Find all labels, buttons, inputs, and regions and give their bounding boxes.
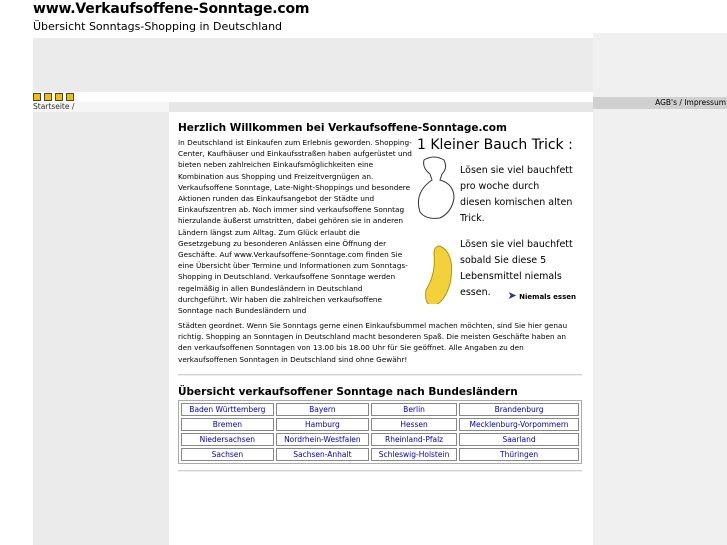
site-subtitle: Übersicht Sonntags-Shopping in Deutschland (33, 20, 283, 33)
decorative-squares (33, 93, 74, 101)
table-row (181, 448, 579, 461)
header-banner-area (33, 38, 593, 92)
table-row (181, 418, 579, 431)
state-link[interactable]: Hamburg (276, 418, 369, 431)
square-icon (55, 93, 63, 101)
states-table (178, 400, 582, 464)
table-row (181, 403, 579, 416)
state-link[interactable]: Brandenburg (459, 403, 579, 416)
ad-cta-link[interactable] (508, 289, 577, 302)
state-link[interactable]: Schleswig-Holstein (371, 448, 457, 461)
state-link[interactable]: Berlin (371, 403, 457, 416)
state-link[interactable]: Bremen (181, 418, 274, 431)
left-column (33, 112, 169, 545)
ad-headline: 1 Kleiner Bauch Trick : (417, 137, 573, 153)
state-link[interactable]: Hessen (371, 418, 457, 431)
ad-cta-label: Niemals essen (519, 293, 576, 301)
square-icon (66, 93, 74, 101)
state-link[interactable]: Rheinland-Pfalz (371, 433, 457, 446)
state-link[interactable]: Nordrhein-Westfalen (276, 433, 369, 446)
impressum-link[interactable]: Impressum (684, 98, 726, 107)
breadcrumb[interactable]: Startseite / (33, 102, 75, 111)
ad-line: sobald Sie diese 5 (460, 255, 547, 266)
welcome-text: In Deutschland ist Einkaufen zum Erlebnis geworden. Shopping-Center, Kaufhäuser und Einkaufsstraßen haben aufgerüstet und bieten neben zahlreichen Einkaufsmöglichkeiten eine Kombination aus Shopping und Freizeitvergnügen an. Verkaufsoffene Sonntage, Late-Night-Shoppings und besondere Aktionen runden das Einkaufsangebot der Städte und Einkaufszentren ab. Noch immer sind verkaufsoffene Sonntag hierzulande äußerst umstritten, dabei gehören sie in anderen Ländern längst zum Alltag. Zum Glück erlaubt die Gesetzgebung zu besonderen Anlässen eine Öffnung der Geschäfte. Auf www.Verkaufsoffene-Sonntage.com finden Sie eine Übersicht über Termine und Informationen zum Sonntags-Shopping in Deutschland. Verkaufsoffene Sonntage werden regelmäßig in allen Bundesländern in Deutschland durchgeführt. Wir haben die zahlreichen verkaufsoffene Sonntage nach Bundesländern und (178, 138, 412, 316)
advertisement[interactable] (414, 136, 582, 304)
ad-line: Lösen sie viel bauchfett (460, 239, 573, 250)
state-link[interactable]: Bayern (276, 403, 369, 416)
divider (178, 374, 582, 376)
ad-line: Lösen sie viel bauchfett (460, 165, 573, 176)
link-separator: / (677, 98, 685, 107)
ad-line: essen. (460, 287, 491, 298)
right-column (593, 33, 727, 545)
ad-figure-illustration (414, 154, 460, 304)
ad-line: Trick. (460, 213, 485, 224)
state-link[interactable]: Sachsen-Anhalt (276, 448, 369, 461)
state-link[interactable]: Sachsen (181, 448, 274, 461)
table-row (181, 433, 579, 446)
state-link[interactable]: Mecklenburg-Vorpommern (459, 418, 579, 431)
welcome-heading: Herzlich Willkommen bei Verkaufsoffene-Sonntage.com (178, 122, 507, 134)
welcome-text-continued: Städten geordnet. Wenn Sie Sonntags gerne einen Einkaufsbummel machen möchten, sind Sie hier genau richtig. Shopping an Sonntagen in Deutschland macht besonderen Spaß. Die meisten Geschäfte haben an den verkaufsoffenen Sonntagen von 13.00 bis 18.00 Uhr für Sie geöffnet. Alle Angaben zu den verkaufsoffenen Sonntagen in Deutschland sind ohne Gewähr! (178, 321, 568, 364)
ad-line: Lebensmittel niemals (460, 271, 562, 282)
divider (178, 470, 582, 472)
ad-line: pro woche durch (460, 181, 540, 192)
square-icon (33, 93, 41, 101)
square-icon (44, 93, 52, 101)
nav-bar (169, 102, 593, 112)
state-link[interactable]: Saarland (459, 433, 579, 446)
states-heading: Übersicht verkaufsoffener Sonntage nach Bundesländern (178, 386, 518, 398)
ad-line: diesen komischen alten (460, 197, 573, 208)
state-link[interactable]: Niedersachsen (181, 433, 274, 446)
state-link[interactable]: Baden Württemberg (181, 403, 274, 416)
footer-links (655, 97, 726, 109)
arrow-right-icon: ➤ (507, 289, 517, 302)
state-link[interactable]: Thüringen (459, 448, 579, 461)
site-title: www.Verkaufsoffene-Sonntage.com (33, 1, 310, 17)
agb-link[interactable]: AGB's (655, 98, 678, 107)
